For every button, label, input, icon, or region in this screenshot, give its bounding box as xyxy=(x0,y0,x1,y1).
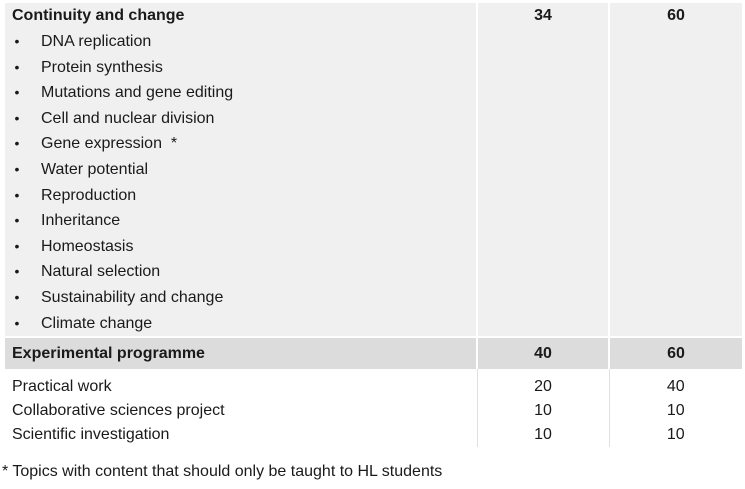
experimental-row-hl: 10 xyxy=(609,423,742,447)
topic-list-item xyxy=(12,55,476,81)
topic-list-item xyxy=(12,131,476,157)
experimental-row-sl: 20 xyxy=(477,369,609,399)
bullet-icon: • xyxy=(14,314,20,331)
topic-label: Sustainability and change xyxy=(41,288,224,306)
bullet-icon: • xyxy=(14,58,20,75)
footnote: * Topics with content that should only be taught to HL students xyxy=(2,463,443,480)
continuity-hl-hours-cell xyxy=(609,3,742,337)
bullet-icon: • xyxy=(14,33,20,49)
experimental-header-row xyxy=(5,337,742,369)
continuity-section-row xyxy=(5,3,742,337)
experimental-row-hl: 10 xyxy=(609,399,742,423)
table-row xyxy=(5,369,742,399)
topic-label: Cell and nuclear division xyxy=(41,109,215,127)
bullet-icon: • xyxy=(14,186,20,203)
topic-label: Protein synthesis xyxy=(41,58,163,76)
experimental-row-label: Practical work xyxy=(5,369,477,399)
experimental-row-label: Scientific investigation xyxy=(5,423,477,447)
topic-list-item xyxy=(12,234,476,260)
continuity-sl-hours-cell xyxy=(477,3,609,337)
topic-list-item xyxy=(12,311,476,337)
continuity-topic-list xyxy=(5,29,476,336)
continuity-hl-hours: 60 xyxy=(667,7,685,24)
topic-list-item xyxy=(12,259,476,285)
bullet-icon: • xyxy=(14,84,20,101)
experimental-hl-hours: 60 xyxy=(609,337,742,369)
topic-list-item xyxy=(12,208,476,234)
bullet-icon: • xyxy=(14,109,20,126)
table-row xyxy=(5,423,742,447)
bullet-icon: • xyxy=(14,160,20,177)
topic-label: Reproduction xyxy=(41,186,137,204)
bullet-icon: • xyxy=(14,135,20,152)
continuity-topic-cell xyxy=(5,3,477,337)
topic-label: DNA replication xyxy=(41,33,152,50)
experimental-row-label: Collaborative sciences project xyxy=(5,399,477,423)
topic-list-item xyxy=(12,285,476,311)
continuity-sl-hours: 34 xyxy=(534,7,552,24)
table-row xyxy=(5,399,742,423)
experimental-row-sl: 10 xyxy=(477,423,609,447)
topic-label: Mutations and gene editing xyxy=(41,84,234,102)
topic-list-item xyxy=(12,157,476,183)
topic-list-item xyxy=(12,106,476,132)
topic-label: Inheritance xyxy=(41,212,121,230)
topic-label: Homeostasis xyxy=(41,237,134,255)
experimental-row-sl: 10 xyxy=(477,399,609,423)
topic-label: Natural selection xyxy=(41,263,161,281)
continuity-title: Continuity and change xyxy=(12,7,185,24)
bullet-icon: • xyxy=(14,288,20,305)
topic-label: Water potential xyxy=(41,160,149,178)
topic-label: Climate change xyxy=(41,314,153,332)
bullet-icon: • xyxy=(14,263,20,280)
experimental-row-hl: 40 xyxy=(609,369,742,399)
syllabus-hours-table xyxy=(5,3,742,447)
topic-list-item xyxy=(12,80,476,106)
topic-list-item xyxy=(12,29,476,55)
experimental-title: Experimental programme xyxy=(5,337,477,369)
topic-label: Gene expression * xyxy=(41,135,178,153)
bullet-icon: • xyxy=(14,237,20,254)
bullet-icon: • xyxy=(14,212,20,229)
topic-list-item xyxy=(12,183,476,209)
experimental-sl-hours: 40 xyxy=(477,337,609,369)
